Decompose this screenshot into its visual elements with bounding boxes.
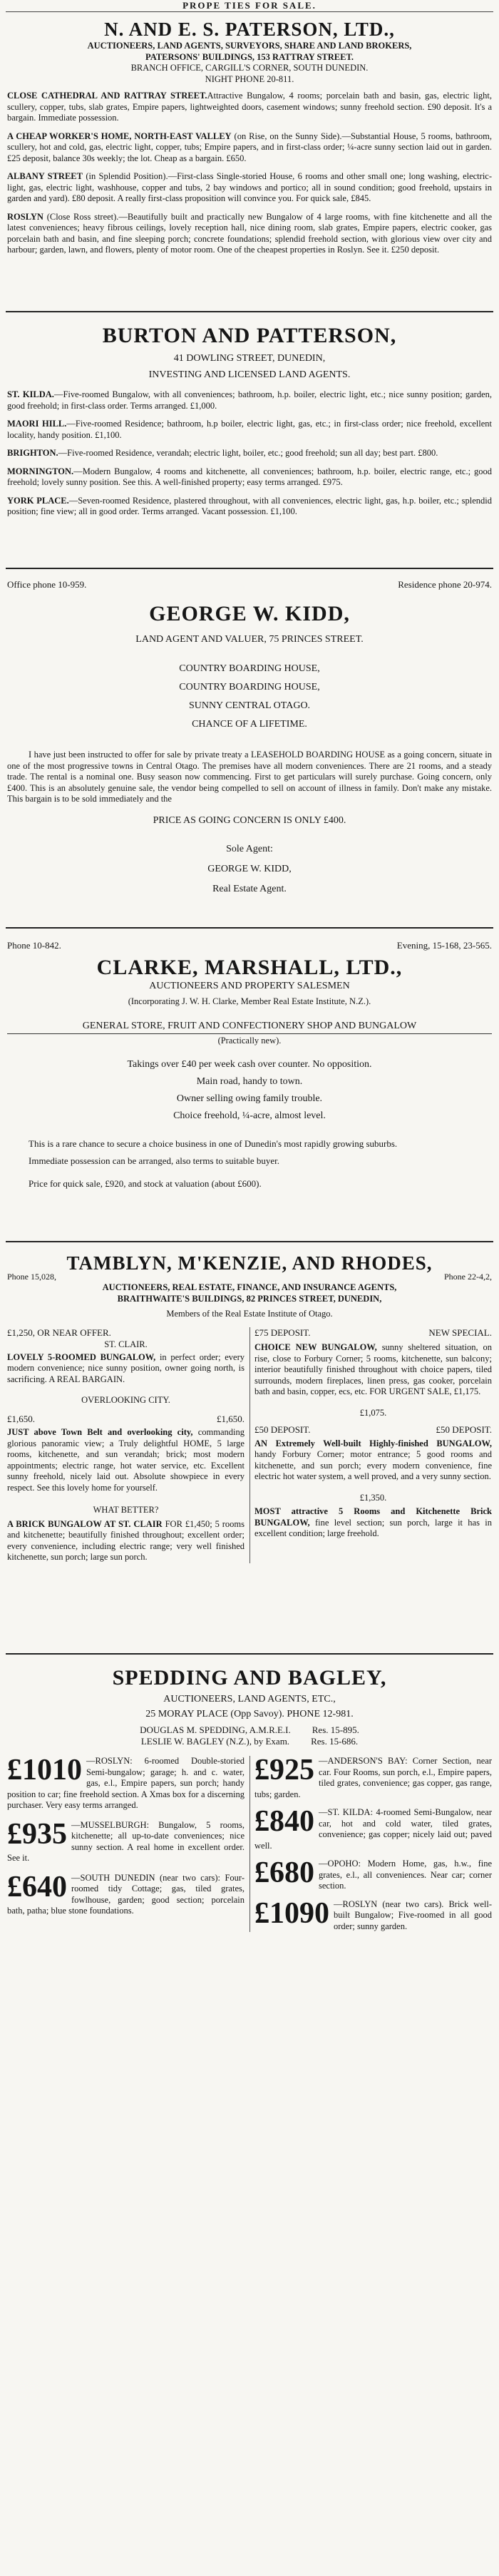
tamblyn-phone-right: Phone 22-4,2, — [444, 1272, 492, 1282]
listing-body: Attractive Bungalow, 4 rooms; porcelain bath and basin, gas, electric light, scullery, copper, tubs, slab grates, Empire papers, lightweighted doors, casement windows; sunny freehold section. £90 deposit. It's a bargain. Immediate possession. — [7, 91, 492, 123]
kidd-line: CHANCE OF A LIFETIME. — [192, 719, 307, 730]
burton-ad-5 — [0, 496, 499, 518]
kidd-agent1: Sole Agent: — [226, 843, 273, 854]
spedding-columns — [0, 1756, 499, 1932]
clarke-title: CLARKE, MARSHALL, LTD., — [96, 956, 403, 979]
listing-heading: AN Extremely Well-built Highly-finished BUNGALOW, — [254, 1438, 492, 1448]
spedding-person-name: LESLIE W. BAGLEY (N.Z.), by Exam. — [140, 1736, 290, 1747]
kidd-lines — [0, 660, 499, 734]
listing-heading: ROSLYN — [7, 211, 43, 222]
clarke-ad — [0, 934, 499, 1234]
spedding-right-col — [254, 1756, 492, 1932]
listing-body: —Seven-roomed Residence, plastered throughout, with all conveniences, electric light, gas, h.p. boiler, etc.; splendid position; fine view; all in good order. Terms arranged. Vacant possession. £1,100. — [7, 495, 492, 516]
listing-body: sunny sheltered situation, on rise, close to Forbury Corner; 5 rooms, kitchenette, sun balcony; interior beautifully finished throughout with choice papers, tiled surrounds, modern fireplaces, linen press, gas cooker, porcelain bath and basin, copper, ecs, etc. FOR URGENT SALE, £1,175. — [254, 1342, 492, 1396]
listing-location: OVERLOOKING CITY. — [81, 1395, 170, 1405]
listing — [254, 1438, 492, 1483]
kidd-title: GEORGE W. KIDD, — [149, 602, 350, 625]
tamblyn-phone-left: Phone 15,028, — [7, 1272, 56, 1282]
divider — [6, 1653, 493, 1655]
listing-price: £640 — [7, 1872, 67, 1903]
listing-price-row — [254, 1424, 492, 1436]
listing-body: —MUSSELBURGH: Bungalow, 5 rooms, kitchenette; all up-to-date conveniences; nice sunny section. A real home in excellent order. See it. — [7, 1819, 245, 1863]
listing-body: commanding glorious panoramic view; a Truly delightful HOME, 5 large rooms, kitchenette, and sun verandah; brick; most modern appointments; electric range, hot water service, etc. Excellent sunny freehold, nicely laid out. Absolute showpiece in every respect. See this lovely home for yourself. — [7, 1427, 245, 1493]
kidd-line: SUNNY CENTRAL OTAGO. — [188, 700, 311, 711]
kidd-price: PRICE AS GOING CONCERN IS ONLY £400. — [153, 814, 346, 826]
clarke-phone-left: Phone 10-842. — [7, 940, 61, 951]
spedding-sub2: 25 MORAY PLACE (Opp Savoy). PHONE 12-981. — [145, 1709, 354, 1719]
listing — [7, 1756, 245, 1811]
tamblyn-sub2: BRAITHWAITE'S BUILDINGS, 82 PRINCES STREET, DUNEDIN, — [117, 1293, 382, 1304]
listing-body: —Five-roomed Bungalow, with all conveniences; bathroom, h.p. boiler, electric light, etc.; nice sunny position; garden, good freehold; in first-class order. Terms arranged. £1,000. — [7, 389, 493, 411]
listing-price: £680 — [254, 1859, 314, 1889]
paterson-sub1: AUCTIONEERS, LAND AGENTS, SURVEYORS, SHARE AND LAND BROKERS, — [87, 41, 412, 51]
listing — [7, 1427, 245, 1493]
spedding-person-1 — [0, 1724, 499, 1736]
listing-price: £1090 — [254, 1898, 329, 1930]
listing-body: —Five-roomed Residence; bathroom, h.p boiler, electric light, gas, etc.; in first-class order; nice freehold, excellent locality, handy position. £1,100. — [7, 419, 493, 440]
kidd-body: I have just been instructed to offer for sale by private treaty a LEASEHOLD BOARDING HOUSE as a going concern, situate in one of the most progressive towns in Central Otago. The premises have all modern conveniences. There are 21 rooms, and a steady trade. The rental is a nominal one. Busy season now commencing. First to get particulars will surely purchase. Going concern, only £400. This is an absolutely genuine sale, the vendor being compelled to sell on account of illness in family. Don't make any mistake. This bargain is to be sold immediately and the — [7, 750, 492, 804]
listing — [254, 1899, 492, 1933]
tamblyn-ad — [0, 1247, 499, 1646]
listing-body: (in Splendid Position).—First-class Single-storied House, 6 rooms and other small one; long washing, electric-light, gas, electric light, washhouse, copper and tubs, 2 bay windows and portico; all in sound condition; good freehold, upstairs in garden and yard). £80 deposit. A really first-class proposition will convince you. For quick sale, £845. — [7, 171, 493, 203]
listing-heading: ST. KILDA. — [7, 389, 54, 399]
listing-price: £75 DEPOSIT. — [254, 1327, 311, 1338]
clarke-line: Owner selling owing family trouble. — [176, 1093, 323, 1104]
tamblyn-columns — [0, 1327, 499, 1563]
listing-heading: A BRICK BUNGALOW AT ST. CLAIR — [7, 1518, 163, 1529]
spedding-title: SPEDDING AND BAGLEY, — [112, 1666, 387, 1690]
spedding-person-2 — [0, 1736, 499, 1747]
spedding-person-res: Res. 15-686. — [311, 1736, 359, 1747]
kidd-line: COUNTRY BOARDING HOUSE, — [179, 682, 320, 692]
clarke-body1: This is a rare chance to secure a choice business in one of Dunedin's most rapidly growing suburbs. — [29, 1138, 398, 1149]
listing — [7, 1820, 245, 1864]
kidd-res-phone: Residence phone 20-974. — [398, 579, 492, 590]
paterson-ad — [0, 14, 499, 300]
listing-heading: MORNINGTON. — [7, 466, 74, 476]
listing-price: NEW SPECIAL. — [428, 1327, 492, 1338]
clarke-phones — [0, 940, 499, 951]
clarke-body2: Immediate possession can be arranged, also terms to suitable buyer. — [29, 1155, 279, 1166]
listing — [7, 1873, 245, 1917]
spedding-left-col — [7, 1756, 245, 1932]
listing — [254, 1342, 492, 1398]
burton-ad-1 — [0, 389, 499, 412]
listing-location: ST. CLAIR. — [104, 1339, 148, 1349]
listing-heading: CLOSE CATHEDRAL AND RATTRAY STREET. — [7, 91, 207, 101]
kidd-phones — [0, 579, 499, 591]
kidd-line: COUNTRY BOARDING HOUSE, — [179, 663, 320, 674]
spedding-person-res: Res. 15-895. — [312, 1724, 359, 1735]
listing-price-row — [254, 1327, 492, 1339]
listing-price-row — [7, 1327, 245, 1339]
listing-price: £840 — [254, 1807, 314, 1838]
listing-price: £925 — [254, 1756, 314, 1787]
listing-heading: A CHEAP WORKER'S HOME, NORTH-EAST VALLEY — [7, 131, 232, 141]
burton-ad-2 — [0, 419, 499, 441]
divider — [6, 311, 493, 312]
clarke-lines — [0, 1056, 499, 1125]
listing-price: £50 DEPOSIT. — [436, 1424, 492, 1435]
listing-heading: MOST attractive 5 Rooms and Kitchenette Brick BUNGALOW, — [254, 1506, 492, 1528]
listing-body: —ROSLYN: 6-roomed Double-storied Semi-bungalow; garage; h. and c. water, gas, e.l., Empire papers, sun porch; handy position to car; fine freehold section. A Xmas box for a discerning purchaser. Very easy terms arranged. — [7, 1756, 245, 1810]
kidd-office-phone: Office phone 10-959. — [7, 579, 87, 590]
listing-heading: MAORI HILL. — [7, 419, 67, 429]
listing-price: £50 DEPOSIT. — [254, 1424, 311, 1435]
listing — [254, 1859, 492, 1892]
tamblyn-right-col — [254, 1327, 492, 1563]
tamblyn-sub1: AUCTIONEERS, REAL ESTATE, FINANCE, AND INSURANCE AGENTS, — [102, 1282, 397, 1292]
listing-heading: ALBANY STREET — [7, 171, 83, 181]
kidd-sub: LAND AGENT AND VALUER, 75 PRINCES STREET. — [135, 634, 364, 645]
burton-title: BURTON AND PATTERSON, — [102, 324, 397, 347]
listing-body: FOR £1,450; 5 rooms and kitchenette; beautifully finished throughout; excellent order; every convenience, including electric range; very well finished kitchenette, sun porch; large sun porch. — [7, 1518, 245, 1562]
clarke-head: GENERAL STORE, FRUIT AND CONFECTIONERY SHOP AND BUNGALOW — [7, 1021, 492, 1034]
tamblyn-sub3: Members of the Real Estate Institute of Otago. — [166, 1309, 333, 1319]
burton-sub2: INVESTING AND LICENSED LAND AGENTS. — [148, 369, 351, 380]
divider — [6, 1241, 493, 1242]
divider — [6, 568, 493, 569]
listing — [254, 1506, 492, 1540]
listing-body: handy Forbury Corner; motor entrance; 5 good rooms and kitchenette, and sun porch; every modern convenience, fine electric hot water system, a well proved, and a very sunny section. — [254, 1449, 492, 1481]
paterson-ad-2 — [0, 131, 499, 165]
listing-heading: JUST above Town Belt and overlooking city, — [7, 1427, 193, 1437]
tamblyn-left-col — [7, 1327, 245, 1563]
spedding-sub1: AUCTIONEERS, LAND AGENTS, ETC., — [163, 1694, 336, 1704]
kidd-ad — [0, 573, 499, 923]
listing — [254, 1756, 492, 1800]
listing-body: —ANDERSON'S BAY: Corner Section, near car. Four Rooms, sun porch, e.l., Empire papers, tiled grates, convenience; gas copper, gas range, tubs; garden. — [254, 1756, 492, 1799]
tamblyn-title: TAMBLYN, M'KENZIE, AND RHODES, — [66, 1252, 433, 1274]
clarke-line: Takings over £40 per week cash over counter. No opposition. — [127, 1059, 372, 1070]
paterson-sub3: BRANCH OFFICE, CARGILL'S CORNER, SOUTH DUNEDIN. — [130, 63, 369, 73]
listing-price: £1,075. — [359, 1407, 387, 1418]
listing-price: £1,650. — [217, 1413, 245, 1424]
kidd-agent2: GEORGE W. KIDD, — [207, 863, 292, 874]
paterson-title: N. AND E. S. PATERSON, LTD., — [104, 19, 395, 40]
classified-banner — [0, 0, 499, 11]
listing-price: £1,350. — [359, 1492, 387, 1503]
clarke-line: Main road, handy to town. — [196, 1076, 303, 1087]
listing-body: —Five-roomed Residence, verandah; electric light, boiler, etc.; good freehold; sun all day; best part. £800. — [58, 448, 438, 458]
kidd-agent3: Real Estate Agent. — [212, 883, 287, 894]
listing-price-row — [7, 1414, 245, 1425]
listing-body: —ST. KILDA: 4-roomed Semi-Bungalow, near car, hot and cold water, tiled grates, convenience; gas copper; nicely laid out; paved well. — [254, 1807, 492, 1851]
paterson-ad-4 — [0, 212, 499, 256]
listing-body: in perfect order; every modern convenience; nice sunny position, owner going north, is sacrificing. A REAL BARGAIN. — [7, 1351, 245, 1384]
listing-heading: CHOICE NEW BUNGALOW, — [254, 1342, 377, 1352]
listing-price: £1,650. — [7, 1413, 35, 1424]
listing-heading: YORK PLACE. — [7, 495, 69, 506]
clarke-sub1: AUCTIONEERS AND PROPERTY SALESMEN — [149, 981, 350, 991]
burton-ad-4 — [0, 466, 499, 489]
spedding-ad — [0, 1659, 499, 2572]
paterson-ad-1 — [0, 91, 499, 124]
listing-body: —Modern Bungalow, 4 rooms and kitchenette, all conveniences; bathroom, h.p. boiler, electric range, etc.; good freehold; lovely sunny position. See this. A well-finished property; easy terms arranged. £975. — [7, 466, 492, 487]
clarke-line: Choice freehold, ¼-acre, almost level. — [173, 1110, 326, 1121]
listing — [254, 1807, 492, 1851]
clarke-head-note: (Practically new). — [217, 1035, 282, 1046]
paterson-sub4: NIGHT PHONE 20-811. — [205, 73, 294, 84]
paterson-sub2: PATERSONS' BUILDINGS, 153 RATTRAY STREET. — [145, 51, 354, 62]
banner-text: PROPE TIES FOR SALE. — [182, 0, 317, 11]
burton-ad-3 — [0, 448, 499, 459]
listing-location: WHAT BETTER? — [93, 1505, 159, 1515]
listing-heading: LOVELY 5-ROOMED BUNGALOW, — [7, 1351, 156, 1362]
listing — [7, 1519, 245, 1563]
listing-price: £1010 — [7, 1756, 82, 1787]
listing-price: £935 — [7, 1819, 67, 1851]
listing-body: —SOUTH DUNEDIN (near two cars): Four-roomed tidy Cottage; gas, tiled grates, fowlhouse, garden; good section; porcelain bath, patha; blue stone foundations. — [7, 1872, 245, 1916]
divider — [6, 11, 493, 12]
listing-body: fine level section; sun porch, large it has in excellent condition; large freehold. — [254, 1517, 492, 1538]
clarke-phone-right: Evening, 15-168, 23-565. — [396, 940, 492, 951]
listing-body: (Close Ross street).—Beautifully built and practically new Bungalow of 4 large rooms, with fine kitchenette and all the latest conveniences; heavy fibrous ceilings, lovely reception hall, nice dining room, slab grates, Empire papers, electric cooker, gas porcelain bath and basin, and fine sleeping porch; concrete foundations; splendid freehold section, with glorious view over city and harbour; garden, lawn, and flowers, plenty of motor room. One of the cheapest properties in Roslyn. See it. £250 deposit. — [7, 211, 493, 255]
listing-price: £1,250, OR NEAR OFFER. — [7, 1327, 111, 1338]
listing — [7, 1352, 245, 1386]
paterson-ad-3 — [0, 171, 499, 205]
clarke-price: Price for quick sale, £920, and stock at valuation (about £600). — [29, 1177, 262, 1189]
listing-body: —OPOHO: Modern Home, gas, h.w., fine grates, e.l., all conveniences. Near car; corner section. — [319, 1859, 492, 1891]
clarke-sub2: (Incorporating J. W. H. Clarke, Member Real Estate Institute, N.Z.). — [128, 996, 371, 1006]
burton-sub1: 41 DOWLING STREET, DUNEDIN, — [173, 353, 326, 364]
listing-heading: BRIGHTON. — [7, 448, 58, 458]
listing-body: (on Rise, on the Sunny Side).—Substantial House, 5 rooms, bathroom, scullery, hot and cold, gas, electric light, copper, tubs; Empire papers, and in first-class order; ¼-acre sunny section laid out in garden. £25 deposit, balance 30s weekly; the lot. Cheap as a bargain. £650. — [7, 131, 492, 163]
burton-ad — [0, 318, 499, 561]
listing-body: —ROSLYN (near two cars). Brick well-built Bungalow; Five-roomed in all good order; sunny garden. — [334, 1898, 492, 1931]
divider — [6, 927, 493, 929]
spedding-person-name: DOUGLAS M. SPEDDING, A.M.R.E.I. — [140, 1724, 291, 1735]
